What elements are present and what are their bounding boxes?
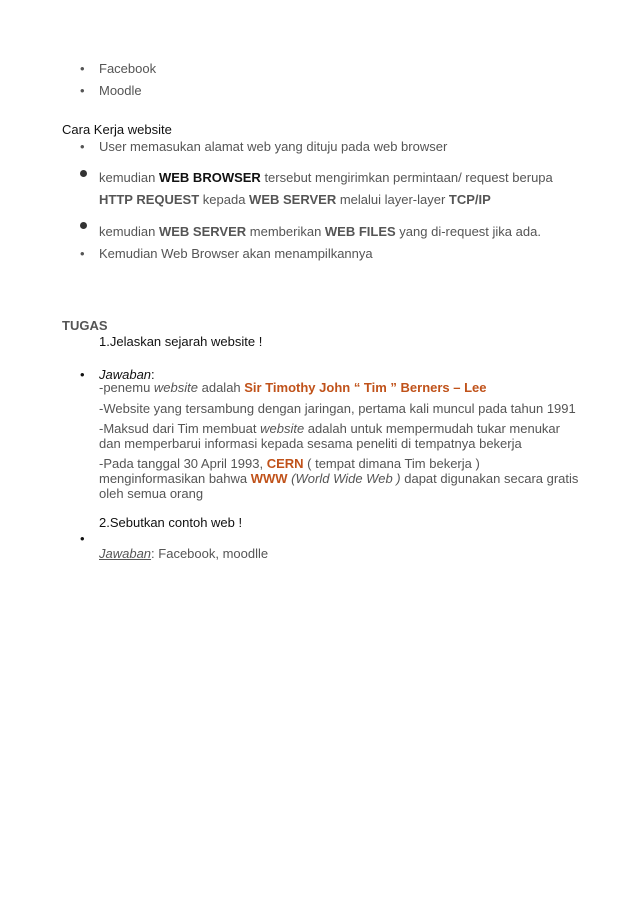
bullet-icon — [80, 222, 87, 229]
bullet-icon: • — [80, 83, 85, 98]
bullet-icon: • — [80, 139, 85, 154]
bullet-icon — [80, 170, 87, 177]
list-item-facebook: Facebook — [99, 61, 157, 76]
bullet-icon: • — [80, 61, 85, 76]
answer-1-line-3a: -Maksud dari Tim membuat website adalah untuk mempermudah tukar menukar — [99, 421, 560, 436]
answer-1-line-4c: oleh semua orang — [99, 486, 204, 501]
bullet-icon: • — [80, 246, 85, 261]
bullet-icon: • — [80, 367, 85, 382]
list-item-moodle: Moodle — [99, 83, 142, 98]
answer-2: Jawaban: Facebook, moodlle — [99, 546, 269, 561]
answer-1-line-2: -Website yang tersambung dengan jaringan, pertama kali muncul pada tahun 1991 — [99, 401, 576, 416]
answer-1-line-4b: menginformasikan bahwa WWW (World Wide Web ) dapat digunakan secara gratis — [99, 471, 579, 486]
answer-1-line-1: -penemu website adalah Sir Timothy John “ Tim ” Berners – Lee — [99, 380, 487, 395]
answer-1-line-3b: dan memperbarui informasi kepada sesama peneliti di tempatnya bekerja — [99, 436, 522, 451]
cara-kerja-item-2-line-1: kemudian WEB BROWSER tersebut mengirimkan permintaan/ request berupa — [99, 170, 553, 185]
section-heading-cara-kerja: Cara Kerja website — [62, 122, 172, 137]
cara-kerja-item-1: User memasukan alamat web yang dituju pada web browser — [99, 139, 448, 154]
jawaban-label: Jawaban: — [99, 367, 155, 382]
question-2: 2.Sebutkan contoh web ! — [99, 515, 243, 530]
answer-1-line-4a: -Pada tanggal 30 April 1993, CERN ( tempat dimana Tim bekerja ) — [99, 456, 480, 471]
cara-kerja-item-2-line-2: HTTP REQUEST kepada WEB SERVER melalui layer-layer TCP/IP — [99, 192, 491, 207]
cara-kerja-item-4: Kemudian Web Browser akan menampilkannya — [99, 246, 373, 261]
cara-kerja-item-3: kemudian WEB SERVER memberikan WEB FILES yang di-request jika ada. — [99, 224, 541, 239]
question-1: 1.Jelaskan sejarah website ! — [99, 334, 263, 349]
section-heading-tugas: TUGAS — [62, 318, 108, 333]
bullet-icon: • — [80, 531, 85, 546]
